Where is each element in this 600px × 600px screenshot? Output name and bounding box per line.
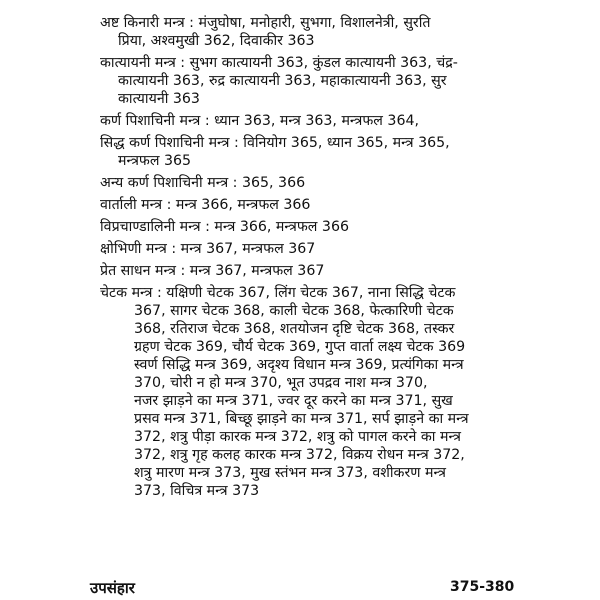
index-entry-title-line: अन्य कर्ण पिशाचिनी मन्त्र : 365, 366 (100, 175, 306, 191)
index-entry-continuation-line: प्रिया, अश्वमुखी 362, दिवाकीर 363 (118, 33, 315, 49)
index-entry-title-line: कर्ण पिशाचिनी मन्त्र : ध्यान 363, मन्त्र 363, मन्त्रफल 364, (100, 113, 420, 129)
index-entry-title-line: अष्ट किनारी मन्त्र : मंजुघोषा, मनोहारी, सुभगा, विशालनेत्री, सुरति (100, 15, 431, 31)
index-entry (100, 134, 520, 170)
index-entry (100, 262, 520, 280)
index-entry-continuation-line: ग्रहण चेटक 369, चौर्य चेटक 369, गुप्त वार्ता लक्ष्य चेटक 369 (134, 339, 466, 355)
index-entry-continuation-line: शत्रु मारण मन्त्र 373, मुख स्तंभन मन्त्र 373, वशीकरण मन्त्र (134, 465, 446, 481)
index-entry-title-line: वार्ताली मन्त्र : मन्त्र 366, मन्त्रफल 366 (100, 197, 311, 213)
index-entry-title-line: कात्यायनी मन्त्र : सुभग कात्यायनी 363, कुंडल कात्यायनी 363, चंद्र- (100, 55, 458, 71)
index-entry-title-line: विप्रचाण्डालिनी मन्त्र : मन्त्र 366, मन्त्रफल 366 (100, 219, 350, 235)
index-entry-continuation-line: मन्त्रफल 365 (118, 153, 192, 169)
index-entry-title-line: सिद्ध कर्ण पिशाचिनी मन्त्र : विनियोग 365, ध्यान 365, मन्त्र 365, (100, 135, 450, 151)
index-entry-continuation-line: 373, विचित्र मन्त्र 373 (134, 483, 260, 499)
index-entry-continuation-line: नजर झाड़ने का मन्त्र 371, ज्वर दूर करने का मन्त्र 371, सुख (134, 393, 453, 409)
index-entry (100, 284, 520, 500)
index-entry-continuation-line: 372, शत्रु पीड़ा कारक मन्त्र 372, शत्रु को पागल करने का मन्त्र (134, 429, 461, 445)
index-entry-continuation-line: 368, रतिराज चेटक 368, शतयोजन दृष्टि चेटक 368, तस्कर (134, 321, 455, 337)
index-entry-continuation-line: स्वर्ण सिद्धि मन्त्र 369, अदृश्य विधान मन्त्र 369, प्रत्यंगिका मन्त्र (134, 357, 464, 373)
index-entry (100, 54, 520, 108)
index-entry (100, 196, 520, 214)
index-entry-title-line: क्षोभिणी मन्त्र : मन्त्र 367, मन्त्रफल 367 (100, 241, 316, 257)
index-entry (100, 14, 520, 50)
index-entry (100, 218, 520, 236)
footer-pages: 375-380 (450, 579, 515, 595)
index-entry-continuation-line: 372, शत्रु गृह कलह कारक मन्त्र 372, विक्रय रोधन मन्त्र 372, (134, 447, 465, 463)
index-entry-continuation-line: प्रसव मन्त्र 371, बिच्छू झाड़ने का मन्त्र 371, सर्प झाड़ने का मन्त्र (134, 411, 469, 427)
index-entry (100, 174, 520, 192)
index-entry (100, 240, 520, 258)
index-entry-continuation-line: कात्यायनी 363, रुद्र कात्यायनी 363, महाकात्यायनी 363, सुर (118, 73, 447, 89)
index-entry-continuation-line: 370, चोरी न हो मन्त्र 370, भूत उपद्रव नाश मन्त्र 370, (134, 375, 428, 391)
index-entry-continuation-line: कात्यायनी 363 (118, 91, 200, 107)
index-entry-continuation-line: 367, सागर चेटक 368, काली चेटक 368, फेत्कारिणी चेटक (134, 303, 454, 319)
index-entry (100, 112, 520, 130)
index-entry-title-line: चेटक मन्त्र : यक्षिणी चेटक 367, लिंग चेटक 367, नाना सिद्धि चेटक (100, 285, 456, 301)
index-entries (100, 14, 520, 504)
index-entry-title-line: प्रेत साधन मन्त्र : मन्त्र 367, मन्त्रफल 367 (100, 263, 325, 279)
footer-title: उपसंहार (90, 579, 135, 597)
